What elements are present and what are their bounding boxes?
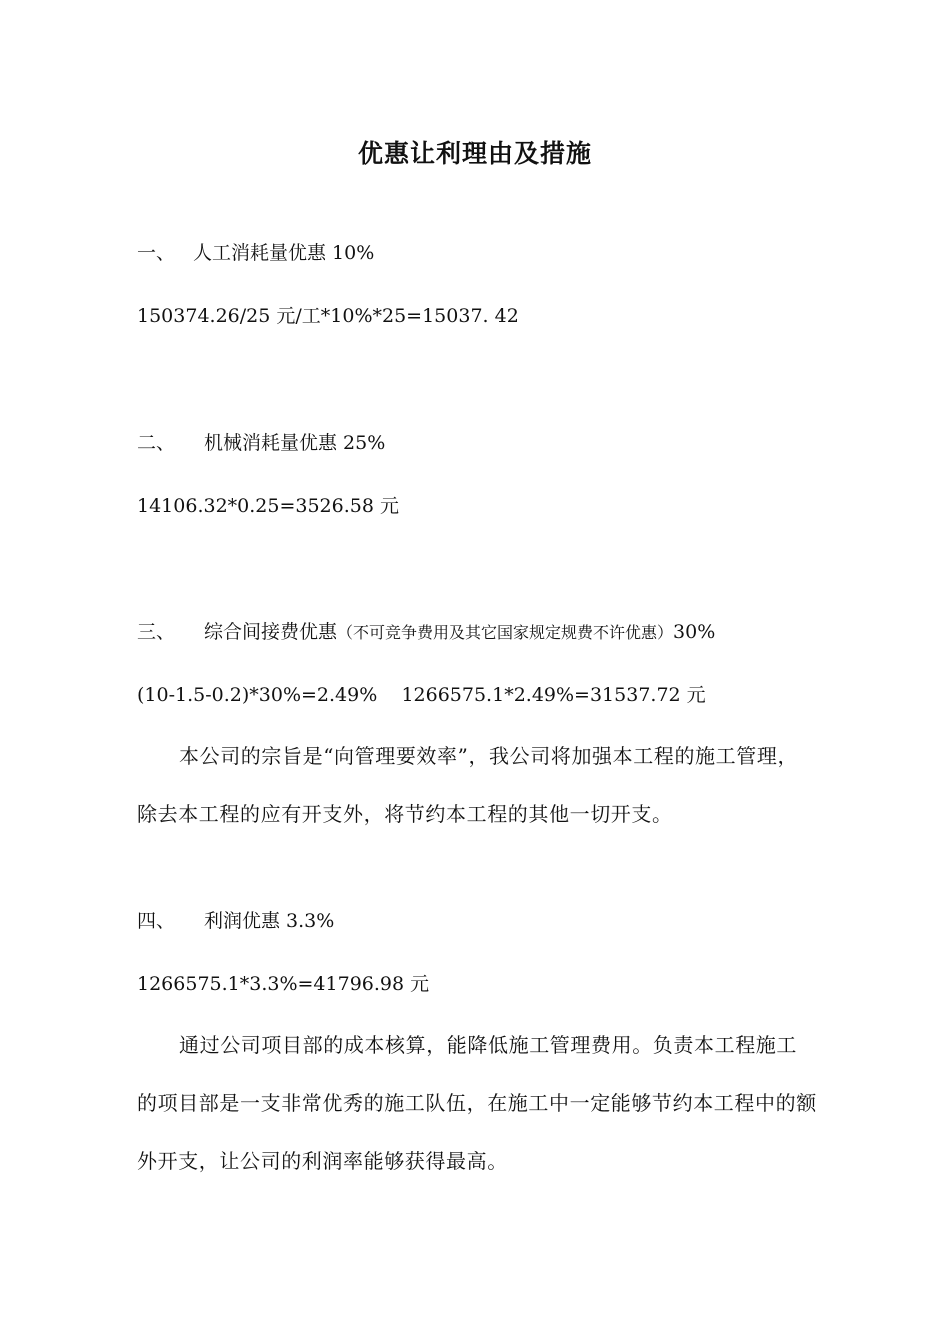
section-3-title-note: （不可竞争费用及其它国家规定规费不许优惠） <box>337 623 674 642</box>
section-3-heading <box>137 617 715 644</box>
section-4-heading <box>137 906 334 933</box>
section-1-formula: 150374.26/25 元/工*10%*25=15037. 42 <box>137 305 519 327</box>
section-4-formula: 1266575.1*3.3%=41796.98 元 <box>137 973 430 995</box>
section-3-title: 综合间接费优惠 <box>204 621 338 643</box>
section-3-formula: (10-1.5-0.2)*30%=2.49% 1266575.1*2.49%=31537.72 元 <box>137 684 706 706</box>
section-4-paragraph: 通过公司项目部的成本核算，能降低施工管理费用。负责本工程施工的项目部是一支非常优秀的施工队伍，在施工中一定能够节约本工程中的额外开支，让公司的利润率能够获得最高。 <box>137 1033 817 1173</box>
section-4-number: 四、 <box>137 910 176 932</box>
section-2-formula: 14106.32*0.25=3526.58 元 <box>137 495 399 517</box>
section-3-number: 三、 <box>137 621 176 643</box>
section-3-paragraph: 本公司的宗旨是“向管理要效率”，我公司将加强本工程的施工管理，除去本工程的应有开支外，将节约本工程的其他一切开支。 <box>137 744 799 826</box>
section-1-title: 人工消耗量优惠 10% <box>193 242 375 264</box>
document-title: 优惠让利理由及措施 <box>357 139 592 168</box>
section-4-title: 利润优惠 3.3% <box>204 910 335 932</box>
section-2-number: 二、 <box>137 432 176 454</box>
section-2-title: 机械消耗量优惠 25% <box>204 432 386 454</box>
section-1-number: 一、 <box>137 242 176 264</box>
section-1-heading <box>137 238 374 265</box>
section-3-title-tail: 30% <box>673 621 716 643</box>
section-2-heading <box>137 428 385 455</box>
